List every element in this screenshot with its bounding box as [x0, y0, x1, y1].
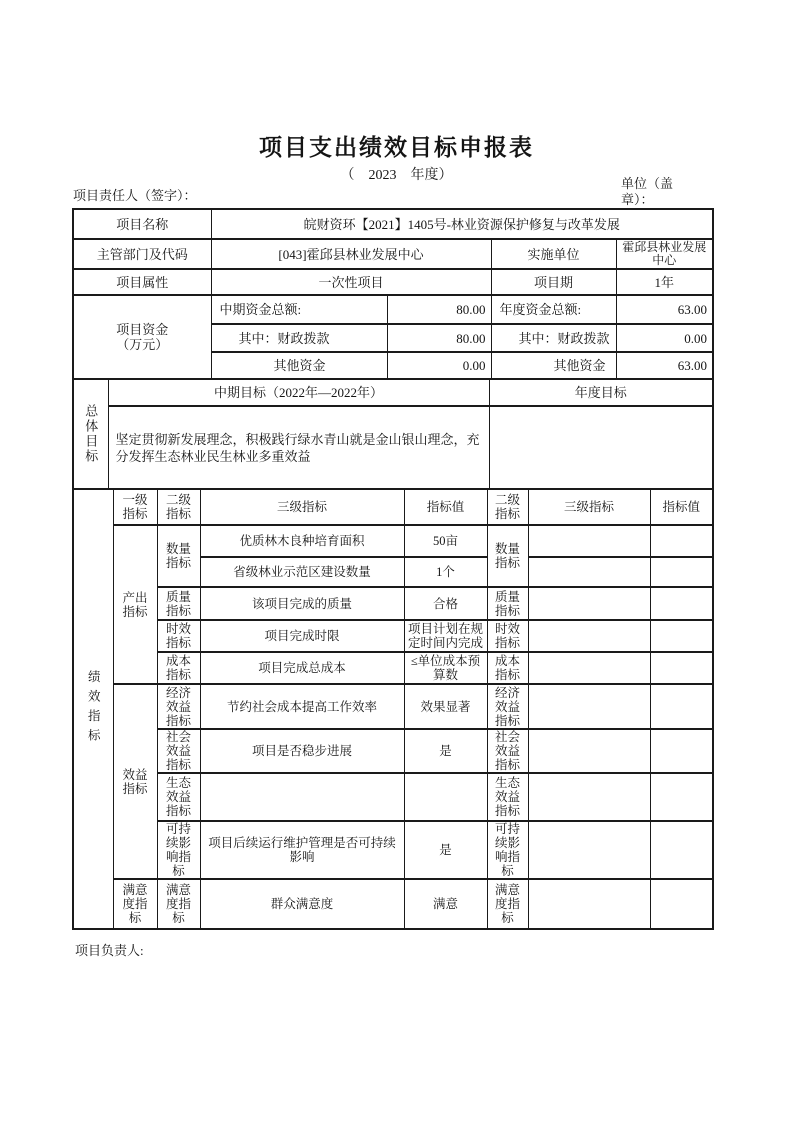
implementing-unit-label: 实施单位	[491, 239, 616, 269]
header-right-level3: 三级指标	[528, 489, 650, 525]
lv2-quantity: 数量指标	[157, 525, 200, 587]
mid-term-total-label: 中期资金总额:	[211, 295, 387, 324]
indicator-row	[73, 821, 713, 879]
lv3-value-right	[650, 879, 713, 929]
lv2-sustainability-right: 可持续影响指标	[487, 821, 528, 879]
lv3-value-right	[650, 652, 713, 684]
department-label: 主管部门及代码	[73, 239, 211, 269]
lv3-name: 项目完成总成本	[200, 652, 404, 684]
lv3-value-right	[650, 773, 713, 821]
group-output-indicators: 产出指标	[113, 525, 157, 684]
annual-fiscal-label: 其中：财政拨款	[491, 324, 616, 352]
row-indicator-headers	[73, 489, 713, 525]
lv3-value: 满意	[404, 879, 487, 929]
indicator-row	[73, 684, 713, 729]
project-funds-label-line2: （万元）	[116, 337, 169, 352]
lv3-name-right	[528, 729, 650, 773]
project-manager-label: 项目负责人:	[75, 943, 144, 958]
mid-term-goal-text: 坚定贯彻新发展理念，积极践行绿水青山就是金山银山理念，充分发挥生态林业民生林业多重效益	[108, 406, 489, 489]
annual-fiscal-value: 0.00	[616, 324, 713, 352]
mid-term-other-label: 其他资金	[211, 352, 387, 379]
annual-other-value: 63.00	[616, 352, 713, 379]
lv3-value: 50亩	[404, 525, 487, 557]
indicator-row	[73, 729, 713, 773]
lv3-value: 效果显著	[404, 684, 487, 729]
lv3-name-right	[528, 652, 650, 684]
lv3-name: 项目是否稳步进展	[200, 729, 404, 773]
header-level2: 二级指标	[157, 489, 200, 525]
lv2-quantity-right: 数量指标	[487, 525, 528, 587]
lv3-value-right	[650, 587, 713, 620]
lv3-value: 是	[404, 729, 487, 773]
lv2-sustainability: 可持续影响指标	[157, 821, 200, 879]
lv3-value-right	[650, 620, 713, 652]
indicator-row	[73, 879, 713, 929]
lv2-social-right: 社会效益指标	[487, 729, 528, 773]
annual-goal-header: 年度目标	[489, 379, 713, 406]
row-goal-headers	[73, 379, 713, 406]
lv3-value-right	[650, 525, 713, 557]
form-tables	[72, 208, 712, 930]
lv3-name-right	[528, 821, 650, 879]
header-level1: 一级指标	[113, 489, 157, 525]
project-funds-label-line1: 项目资金	[116, 322, 169, 337]
performance-side-label	[73, 489, 113, 929]
lv3-value-right	[650, 729, 713, 773]
lv3-name: 项目完成时限	[200, 620, 404, 652]
mid-term-total-value: 80.00	[387, 295, 491, 324]
project-period-value: 1年	[616, 269, 713, 295]
indicator-row	[73, 773, 713, 821]
lv3-value: 是	[404, 821, 487, 879]
row-department	[73, 239, 713, 269]
lv3-value-right	[650, 684, 713, 729]
indicator-row	[73, 620, 713, 652]
mid-term-fiscal-label: 其中：财政拨款	[211, 324, 387, 352]
header-right-value: 指标值	[650, 489, 713, 525]
lv3-value-right	[650, 821, 713, 879]
lv2-economic-right: 经济效益指标	[487, 684, 528, 729]
project-attribute-label: 项目属性	[73, 269, 211, 295]
mid-term-other-value: 0.00	[387, 352, 491, 379]
lv3-value: 1个	[404, 557, 487, 587]
row-attribute	[73, 269, 713, 295]
performance-indicator-table	[72, 488, 714, 930]
indicator-row	[73, 587, 713, 620]
project-funds-label	[73, 295, 211, 379]
lv3-name: 省级林业示范区建设数量	[200, 557, 404, 587]
header-right-level2: 二级指标	[487, 489, 528, 525]
annual-other-label: 其他资金	[491, 352, 616, 379]
lv2-cost-right: 成本指标	[487, 652, 528, 684]
annual-total-label: 年度资金总额:	[491, 295, 616, 324]
lv3-name: 节约社会成本提高工作效率	[200, 684, 404, 729]
project-info-table	[72, 208, 714, 380]
lv3-value: ≤单位成本预算数	[404, 652, 487, 684]
performance-side-text: 绩效指标	[86, 670, 101, 748]
lv3-name-right	[528, 773, 650, 821]
group-benefit-indicators: 效益指标	[113, 684, 157, 879]
department-value: [043]霍邱县林业发展中心	[211, 239, 491, 269]
responsible-person-signature-label: 项目责任人（签字）：	[73, 188, 197, 203]
lv2-satisfaction: 满意度指标	[157, 879, 200, 929]
indicator-row	[73, 652, 713, 684]
lv2-quality-right: 质量指标	[487, 587, 528, 620]
lv3-name: 优质林木良种培育面积	[200, 525, 404, 557]
overall-goal-table	[72, 378, 714, 490]
lv3-name: 该项目完成的质量	[200, 587, 404, 620]
lv3-name-right	[528, 684, 650, 729]
header-value: 指标值	[404, 489, 487, 525]
lv2-ecological-right: 生态效益指标	[487, 773, 528, 821]
lv3-name-right	[528, 587, 650, 620]
project-name-value: 皖财资环【2021】1405号-林业资源保护修复与改革发展	[211, 209, 713, 239]
row-goal-content	[73, 406, 713, 489]
lv3-name: 群众满意度	[200, 879, 404, 929]
annual-goal-text	[489, 406, 713, 489]
implementing-unit-value: 霍邱县林业发展中心	[616, 239, 713, 269]
page-title: 项目支出绩效目标申报表	[259, 135, 534, 160]
overall-goal-side-label	[73, 379, 108, 489]
year-subtitle: （ 2023 年度）	[340, 168, 453, 183]
lv3-value: 合格	[404, 587, 487, 620]
lv3-name	[200, 773, 404, 821]
lv2-social: 社会效益指标	[157, 729, 200, 773]
lv3-value	[404, 773, 487, 821]
project-attribute-value: 一次性项目	[211, 269, 491, 295]
mid-term-fiscal-value: 80.00	[387, 324, 491, 352]
row-project-name	[73, 209, 713, 239]
lv2-quality: 质量指标	[157, 587, 200, 620]
lv2-timeliness: 时效指标	[157, 620, 200, 652]
lv3-value-right	[650, 557, 713, 587]
lv3-value: 项目计划在规定时间内完成	[404, 620, 487, 652]
lv2-ecological: 生态效益指标	[157, 773, 200, 821]
project-period-label: 项目期	[491, 269, 616, 295]
lv2-cost: 成本指标	[157, 652, 200, 684]
unit-seal-label: 单位（盖章）：	[621, 176, 674, 207]
lv3-name: 项目后续运行维护管理是否可持续影响	[200, 821, 404, 879]
lv3-name-right	[528, 879, 650, 929]
overall-goal-side-text: 总体目标	[83, 404, 99, 464]
project-name-label: 项目名称	[73, 209, 211, 239]
lv2-economic: 经济效益指标	[157, 684, 200, 729]
lv2-satisfaction-right: 满意度指标	[487, 879, 528, 929]
indicator-row	[73, 525, 713, 557]
mid-term-goal-header: 中期目标（2022年—2022年）	[108, 379, 489, 406]
lv3-name-right	[528, 620, 650, 652]
group-satisfaction-indicators: 满意度指标	[113, 879, 157, 929]
lv3-name-right	[528, 557, 650, 587]
lv3-name-right	[528, 525, 650, 557]
annual-total-value: 63.00	[616, 295, 713, 324]
lv2-timeliness-right: 时效指标	[487, 620, 528, 652]
header-level3: 三级指标	[200, 489, 404, 525]
row-funds-total	[73, 295, 713, 324]
